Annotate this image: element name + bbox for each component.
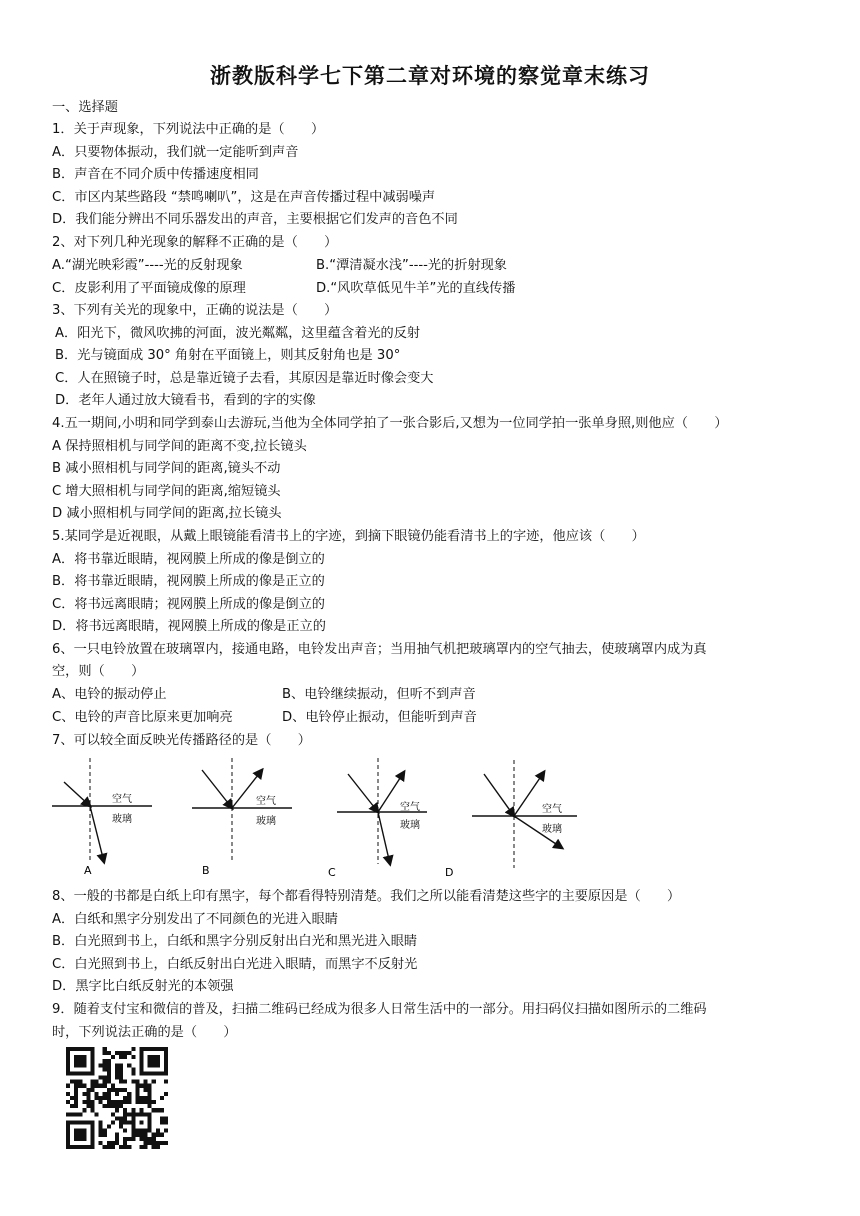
q8-option-a: A．白纸和黑字分别发出了不同颜色的光进入眼睛 [52,912,338,927]
q7-b-glass-label: 玻璃 [256,816,276,827]
q2-option-d: D.“风吹草低见牛羊”光的直线传播 [316,281,516,296]
q4-option-d: D 减小照相机与同学间的距离,拉长镜头 [52,506,282,521]
q9-stem-line2: 时，下列说法正确的是（ ） [52,1025,237,1040]
q7-c-air-label: 空气 [400,802,420,813]
q3-option-d: D．老年人通过放大镜看书，看到的字的实像 [55,393,316,408]
q2-option-a: A.“湖光映彩霞”----光的反射现象 [52,258,243,273]
q7-d-letter: D [445,866,454,879]
q7-d-air-label: 空气 [542,804,562,815]
qr-code-image [66,1046,168,1150]
q4-option-b: B 减小照相机与同学间的距离,镜头不动 [52,461,281,476]
section-heading: 一、选择题 [52,100,118,115]
q3-option-c: C．人在照镜子时，总是靠近镜子去看，其原因是靠近时像会变大 [55,371,434,386]
q7-c-letter: C [328,866,336,879]
q1-stem: 1．关于声现象，下列说法中正确的是（ ） [52,122,325,137]
q3-stem: 3、下列有关光的现象中，正确的说法是（ ） [52,303,338,318]
q5-option-a: A．将书靠近眼睛，视网膜上所成的像是倒立的 [52,552,325,567]
q8-option-c: C．白光照到书上，白纸反射出白光进入眼睛，而黑字不反射光 [52,957,418,972]
q9-stem-line1: 9．随着支付宝和微信的普及，扫描二维码已经成为很多人日常生活中的一部分。用扫码仪扫描如图所示的二维码 [52,1002,707,1017]
q2-option-b: B.“潭清凝水浅”----光的折射现象 [316,258,507,273]
q4-stem: 4.五一期间,小明和同学到泰山去游玩,当他为全体同学拍了一张合影后,又想为一位同学拍一张单身照,则他应（ ） [52,416,728,431]
q7-a-glass-label: 玻璃 [112,814,132,825]
q7-figure-b [192,758,292,877]
q2-option-c: C．皮影利用了平面镜成像的原理 [52,281,246,296]
q5-stem: 5.某同学是近视眼，从戴上眼镜能看清书上的字迹，到摘下眼镜仍能看清书上的字迹，他应该（ ） [52,529,645,544]
q7-b-air-label: 空气 [256,796,276,807]
q5-option-b: B．将书靠近眼睛，视网膜上所成的像是正立的 [52,574,325,589]
q7-figure-a [52,758,152,877]
q8-stem: 8、一般的书都是白纸上印有黑字，每个都看得特别清楚。我们之所以能看清楚这些字的主要原因是（ ） [52,889,681,904]
q1-option-c: C．市区内某些路段 “禁鸣喇叭”，这是在声音传播过程中减弱噪声 [52,190,436,205]
q6-option-b: B、电铃继续振动，但听不到声音 [282,687,476,702]
q7-d-glass-label: 玻璃 [542,824,562,835]
q7-a-air-label: 空气 [112,794,132,805]
q7-figure-d [445,760,577,879]
q1-option-a: A．只要物体振动，我们就一定能听到声音 [52,145,299,160]
q8-option-d: D．黑字比白纸反射光的本领强 [52,979,234,994]
q4-option-a: A 保持照相机与同学间的距离不变,拉长镜头 [52,439,307,454]
q1-option-d: D．我们能分辨出不同乐器发出的声音，主要根据它们发声的音色不同 [52,212,458,227]
q6-stem-line1: 6、一只电铃放置在玻璃罩内，接通电路，电铃发出声音；当用抽气机把玻璃罩内的空气抽去，使玻璃罩内成为真 [52,642,707,657]
q7-b-letter: B [202,864,210,877]
q6-stem-line2: 空，则（ ） [52,664,145,679]
q7-stem: 7、可以较全面反映光传播路径的是（ ） [52,733,311,748]
q1-option-b: B．声音在不同介质中传播速度相同 [52,167,259,182]
page-title: 浙教版科学七下第二章对环境的察觉章末练习 [210,64,650,88]
q6-option-c: C、电铃的声音比原来更加响亮 [52,710,233,725]
q6-option-d: D、电铃停止振动，但能听到声音 [282,710,477,725]
q7-figure-c [328,758,427,879]
q5-option-c: C．将书远离眼睛；视网膜上所成的像是倒立的 [52,597,325,612]
q5-option-d: D．将书远离眼睛，视网膜上所成的像是正立的 [52,619,326,634]
q7-a-letter: A [84,864,92,877]
q6-option-a: A、电铃的振动停止 [52,687,167,702]
q3-option-b: B．光与镜面成 30° 角射在平面镜上，则其反射角也是 30° [55,348,401,363]
q7-c-glass-label: 玻璃 [400,820,420,831]
q4-option-c: C 增大照相机与同学间的距离,缩短镜头 [52,484,281,499]
q3-option-a: A．阳光下，微风吹拂的河面，波光粼粼，这里蕴含着光的反射 [55,326,421,341]
q8-option-b: B．白光照到书上，白纸和黑字分别反射出白光和黑光进入眼睛 [52,934,418,949]
q2-stem: 2、对下列几种光现象的解释不正确的是（ ） [52,235,338,250]
q7-light-path-figures [52,752,592,882]
